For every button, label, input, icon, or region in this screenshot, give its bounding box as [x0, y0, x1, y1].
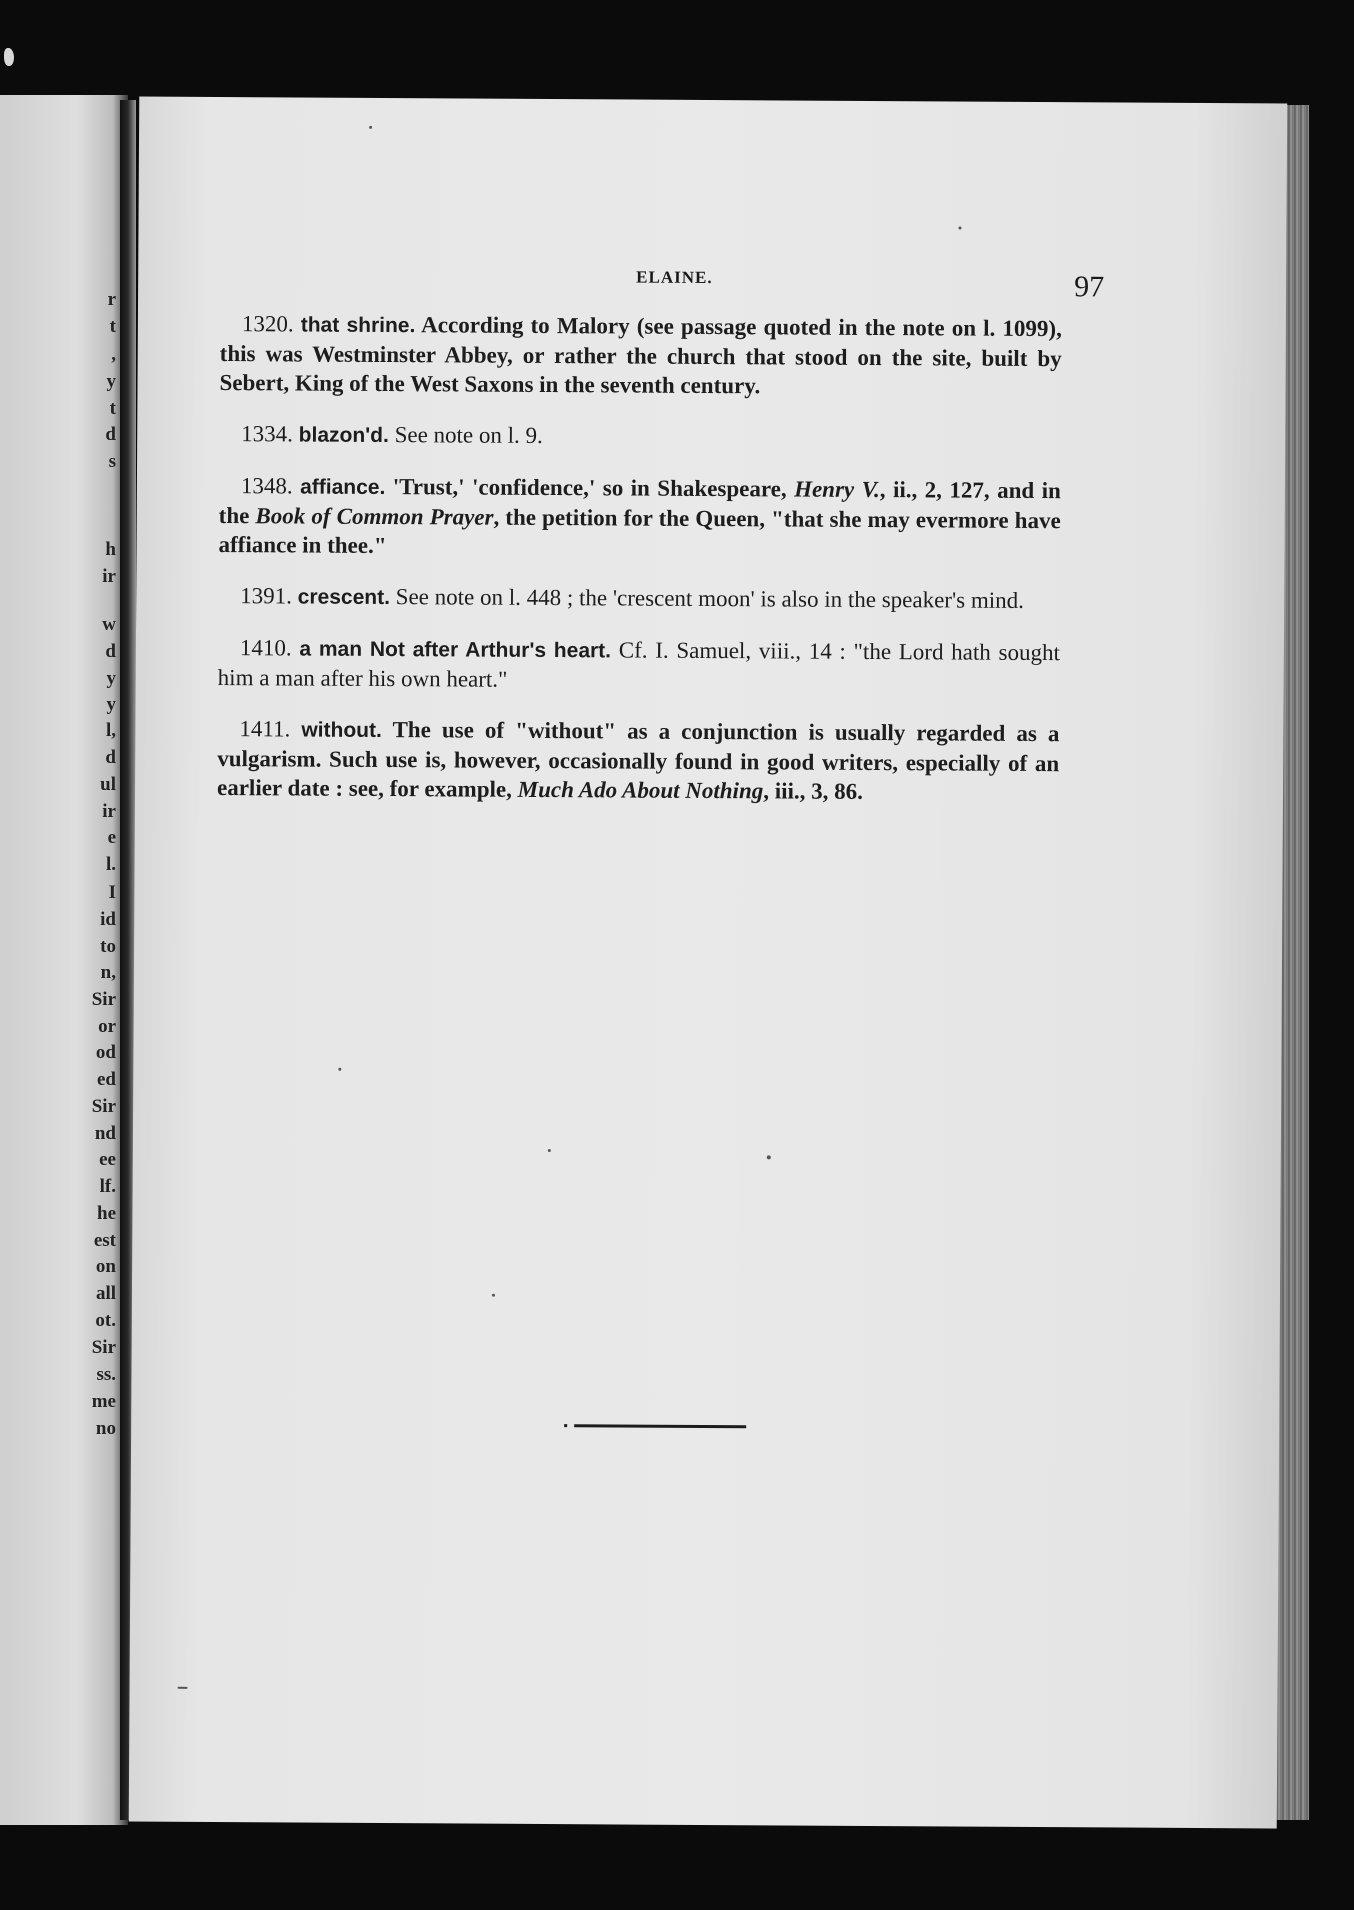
- paper-speck: [492, 1294, 495, 1297]
- note-line-number: 1411.: [239, 716, 291, 742]
- note-text: See note on l. 9.: [388, 422, 543, 448]
- end-rule: [574, 1424, 746, 1428]
- previous-page-fragment: Sir: [91, 1337, 116, 1358]
- previous-page-fragment: id: [100, 909, 116, 930]
- previous-page-fragment: ee: [99, 1149, 116, 1170]
- previous-page-fragment: ed: [97, 1069, 116, 1090]
- previous-page-fragment: l.: [105, 854, 116, 875]
- previous-page-fragment: d: [105, 641, 116, 662]
- previous-page-fragment: d: [105, 424, 116, 445]
- previous-page-fragment: on: [95, 1256, 116, 1277]
- note-lemma: blazon'd.: [298, 423, 389, 448]
- previous-page-fragment: ul: [100, 774, 116, 795]
- previous-page-fragment: y: [106, 694, 116, 715]
- note-text: See note on l. 448 ; the 'crescent moon' is also in the speaker's mind.: [389, 584, 1024, 613]
- previous-page-fragment: est: [93, 1230, 116, 1251]
- note-lemma: without.: [301, 718, 382, 743]
- previous-page-fragment: r: [107, 289, 116, 310]
- previous-page-fragment: l,: [105, 720, 116, 741]
- note-lemma: that shrine.: [300, 313, 416, 338]
- running-title: ELAINE.: [636, 267, 713, 288]
- note-text: The use of "without" as a conjunction is usually regarded as a vulgarism. Such use is, however, occasionally found in good writers, especially of an earlier date : see, for example,: [216, 717, 1060, 802]
- previous-page-fragment: me: [91, 1391, 116, 1412]
- note-text: , viii., 14 : "the Lord hath sought him a man after his own heart.": [217, 638, 1060, 692]
- note-entry: [218, 633, 1060, 697]
- note-text: According to Malory (see passage quoted in the note on l. 1099), this was Westminster Abbey, or rather the church that stood on the site, built by Sebert, King of the West Saxons in the seventh century.: [219, 312, 1062, 399]
- note-lemma: a man Not after Arthur's heart.: [299, 637, 612, 663]
- note-cited-title: Henry V.: [794, 476, 880, 503]
- previous-page-fragment: od: [95, 1042, 116, 1063]
- previous-page-fragment: ss.: [96, 1364, 116, 1385]
- note-lemma: affiance.: [300, 475, 386, 500]
- note-text: 'Trust,' 'confidence,' so in Shakespeare,: [385, 474, 795, 502]
- previous-page-fragment: ir: [102, 801, 116, 822]
- notes-list: [217, 309, 1062, 829]
- note-line-number: 1410.: [239, 635, 292, 661]
- paper-speck: [178, 1687, 188, 1689]
- previous-page-fragment: d: [105, 747, 116, 768]
- paper-speck: [958, 227, 961, 230]
- previous-page-fragment: he: [97, 1203, 116, 1224]
- previous-page-fragment: or: [98, 1016, 116, 1037]
- page-number: 97: [1074, 270, 1105, 304]
- previous-page-fragment: y: [106, 668, 116, 689]
- previous-page-fragment: h: [105, 539, 116, 560]
- previous-page-fragment: to: [100, 936, 116, 957]
- note-text: , the petition for the Queen, "that she may evermore have affiance in thee.": [218, 504, 1061, 559]
- note-text: , iii., 3, 86.: [763, 778, 864, 804]
- previous-page-fragment: nd: [94, 1123, 116, 1144]
- previous-page-fragment: ,: [111, 344, 116, 365]
- note-cited-title: Book of Common Prayer: [255, 503, 494, 530]
- note-entry: [219, 309, 1062, 402]
- previous-page-edge: [0, 95, 128, 1825]
- paper-speck: [338, 1068, 341, 1071]
- note-line-number: 1348.: [240, 473, 293, 499]
- note-entry: [217, 714, 1060, 807]
- note-entry: [218, 581, 1060, 616]
- note-line-number: 1334.: [241, 421, 294, 447]
- previous-page-fragment: Sir: [91, 989, 116, 1010]
- previous-page-fragment: t: [109, 398, 116, 419]
- page: [129, 97, 1288, 1829]
- note-lemma: crescent.: [297, 585, 391, 610]
- paper-speck: [767, 1155, 771, 1159]
- previous-page-fragment: I: [108, 882, 116, 903]
- previous-page-fragment: Sir: [91, 1096, 116, 1117]
- note-line-number: 1320.: [241, 311, 294, 337]
- previous-page-fragment: lf.: [99, 1176, 116, 1197]
- note-text: Cf.: [610, 637, 656, 663]
- previous-page-fragment: t: [109, 316, 116, 337]
- previous-page-fragment: e: [107, 827, 116, 848]
- previous-page-fragment: ir: [102, 566, 116, 587]
- previous-page-fragment: w: [102, 614, 116, 635]
- note-entry: [219, 419, 1061, 454]
- previous-page-fragment: y: [106, 371, 116, 392]
- previous-page-fragment: s: [108, 451, 116, 472]
- note-entry: [218, 471, 1061, 564]
- note-line-number: 1391.: [240, 583, 293, 609]
- note-cited-title: Much Ado About Nothing: [517, 776, 764, 804]
- previous-page-fragment: n,: [100, 962, 116, 983]
- previous-page-fragment: all: [95, 1283, 116, 1304]
- paper-speck: [548, 1149, 551, 1152]
- previous-page-fragment: no: [95, 1418, 116, 1439]
- note-text: , ii., 2, 127, and in the: [218, 477, 1061, 529]
- previous-page-fragment: ot.: [95, 1310, 116, 1331]
- scan-corner-mark: [4, 48, 14, 66]
- paper-speck: [369, 126, 372, 129]
- end-rule-dot: [564, 1424, 567, 1427]
- note-cited-title: I. Samuel: [655, 637, 746, 664]
